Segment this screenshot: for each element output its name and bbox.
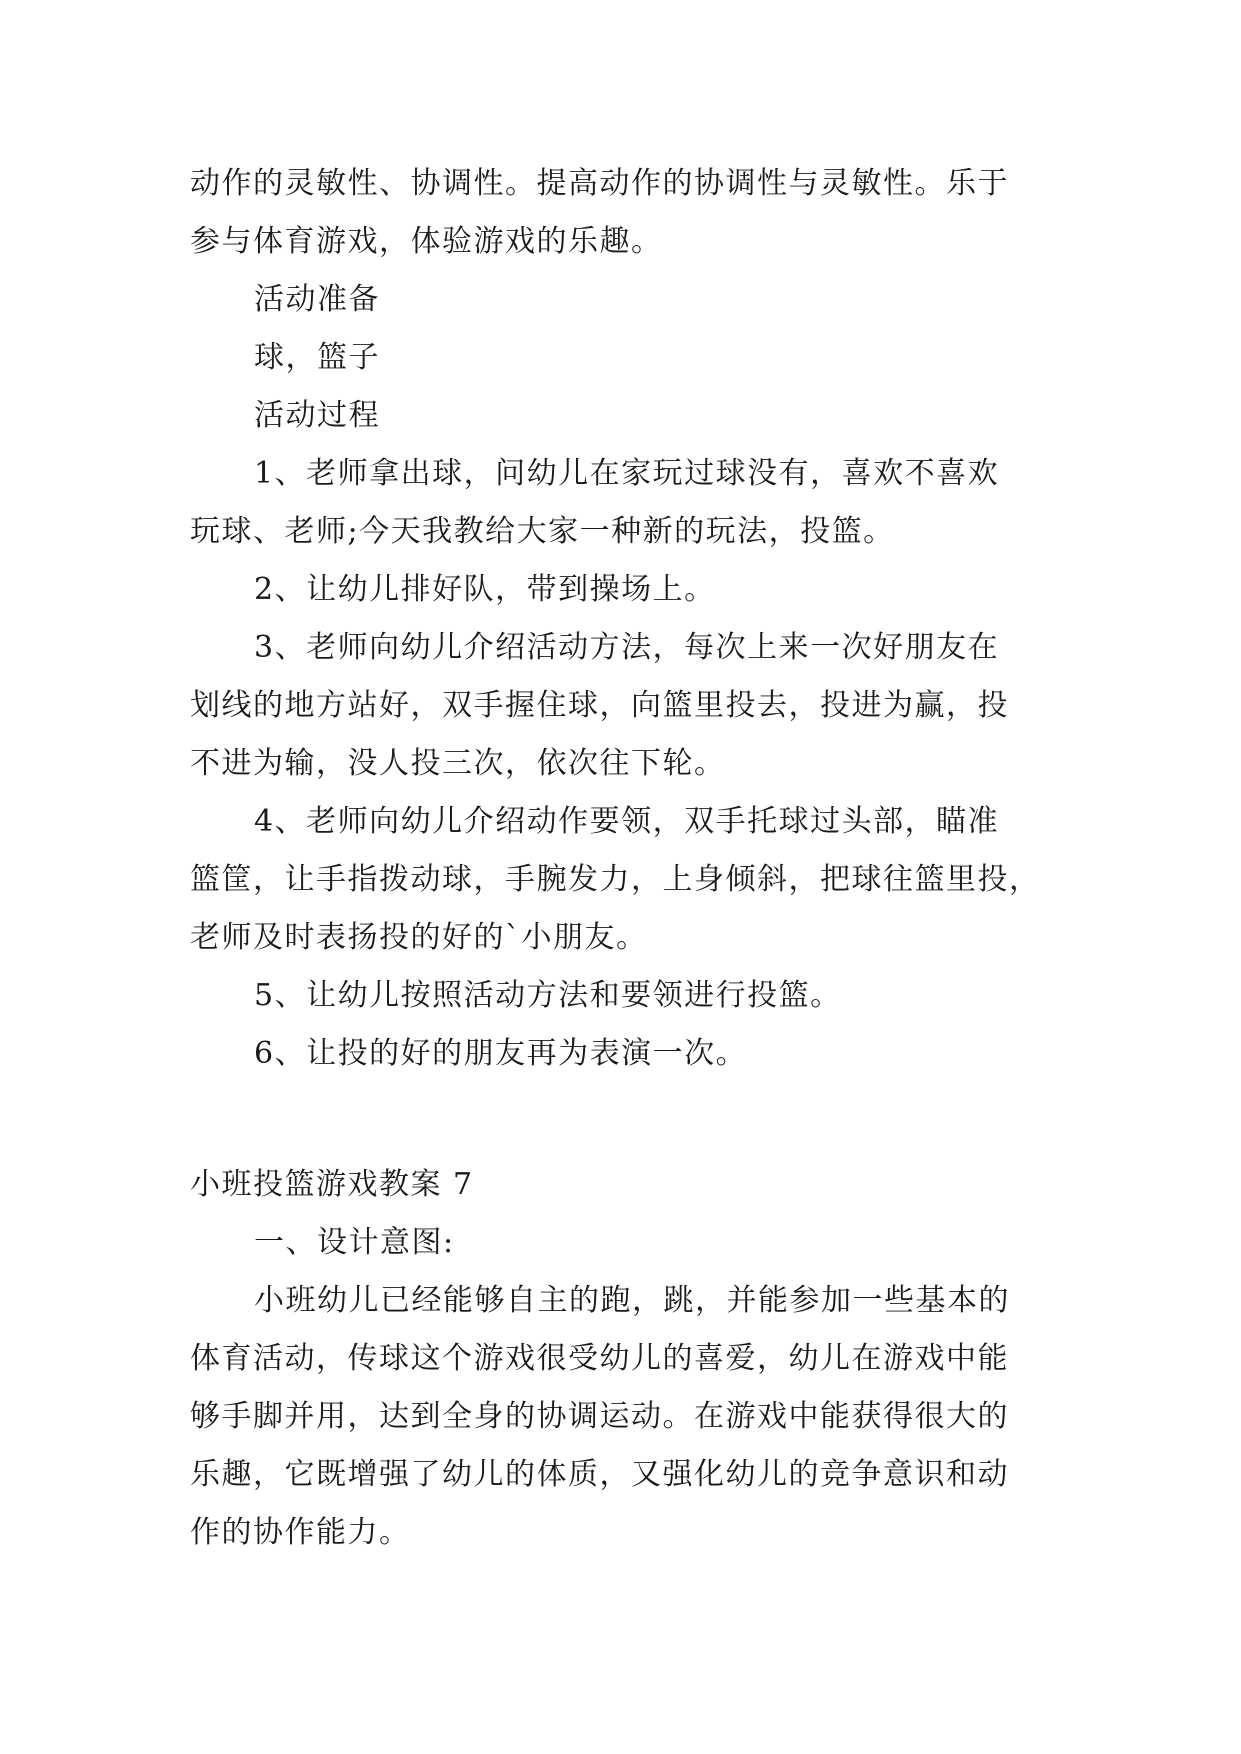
section-top <box>190 155 1060 1083</box>
paragraph-line: 4、老师向幼儿介绍动作要领，双手托球过头部，瞄准 <box>254 804 1000 839</box>
section-bottom <box>190 1156 1060 1562</box>
paragraph-line: 参与体育游戏，体验游戏的乐趣。 <box>190 224 663 259</box>
heading-design-intent: 一、设计意图: <box>254 1225 455 1260</box>
paragraph-line: 6、让投的好的朋友再为表演一次。 <box>254 1036 748 1071</box>
paragraph-line: 小班幼儿已经能够自主的跑，跳，并能参加一些基本的 <box>254 1283 1010 1318</box>
paragraph-line: 作的协作能力。 <box>190 1515 411 1550</box>
paragraph-line: 3、老师向幼儿介绍活动方法，每次上来一次好朋友在 <box>254 630 1000 665</box>
paragraph-line: 篮筐，让手指拨动球，手腕发力，上身倾斜，把球往篮里投， <box>190 862 1041 897</box>
paragraph-line: 乐趣，它既增强了幼儿的体质，又强化幼儿的竞争意识和动 <box>190 1457 1009 1492</box>
section-title: 小班投篮游戏教案 7 <box>190 1167 474 1202</box>
paragraph-line: 2、让幼儿排好队，带到操场上。 <box>254 572 716 607</box>
heading-activity-process: 活动过程 <box>254 398 380 433</box>
paragraph-line: 玩球、老师;今天我教给大家一种新的玩法，投篮。 <box>190 514 895 549</box>
paragraph-line: 5、让幼儿按照活动方法和要领进行投篮。 <box>254 978 842 1013</box>
paragraph-line: 球，篮子 <box>254 340 380 375</box>
heading-activity-preparation: 活动准备 <box>254 282 380 317</box>
paragraph-line: 老师及时表扬投的好的`小朋友。 <box>190 920 648 955</box>
paragraph-line: 够手脚并用，达到全身的协调运动。在游戏中能获得很大的 <box>190 1399 1009 1434</box>
paragraph-line: 划线的地方站好，双手握住球，向篮里投去，投进为赢，投 <box>190 688 1009 723</box>
paragraph-line: 动作的灵敏性、协调性。提高动作的协调性与灵敏性。乐于 <box>190 166 1009 201</box>
paragraph-line: 1、老师拿出球，问幼儿在家玩过球没有，喜欢不喜欢 <box>254 456 1000 491</box>
paragraph-line: 体育活动，传球这个游戏很受幼儿的喜爱，幼儿在游戏中能 <box>190 1341 1009 1376</box>
paragraph-line: 不进为输，没人投三次，依次往下轮。 <box>190 746 726 781</box>
